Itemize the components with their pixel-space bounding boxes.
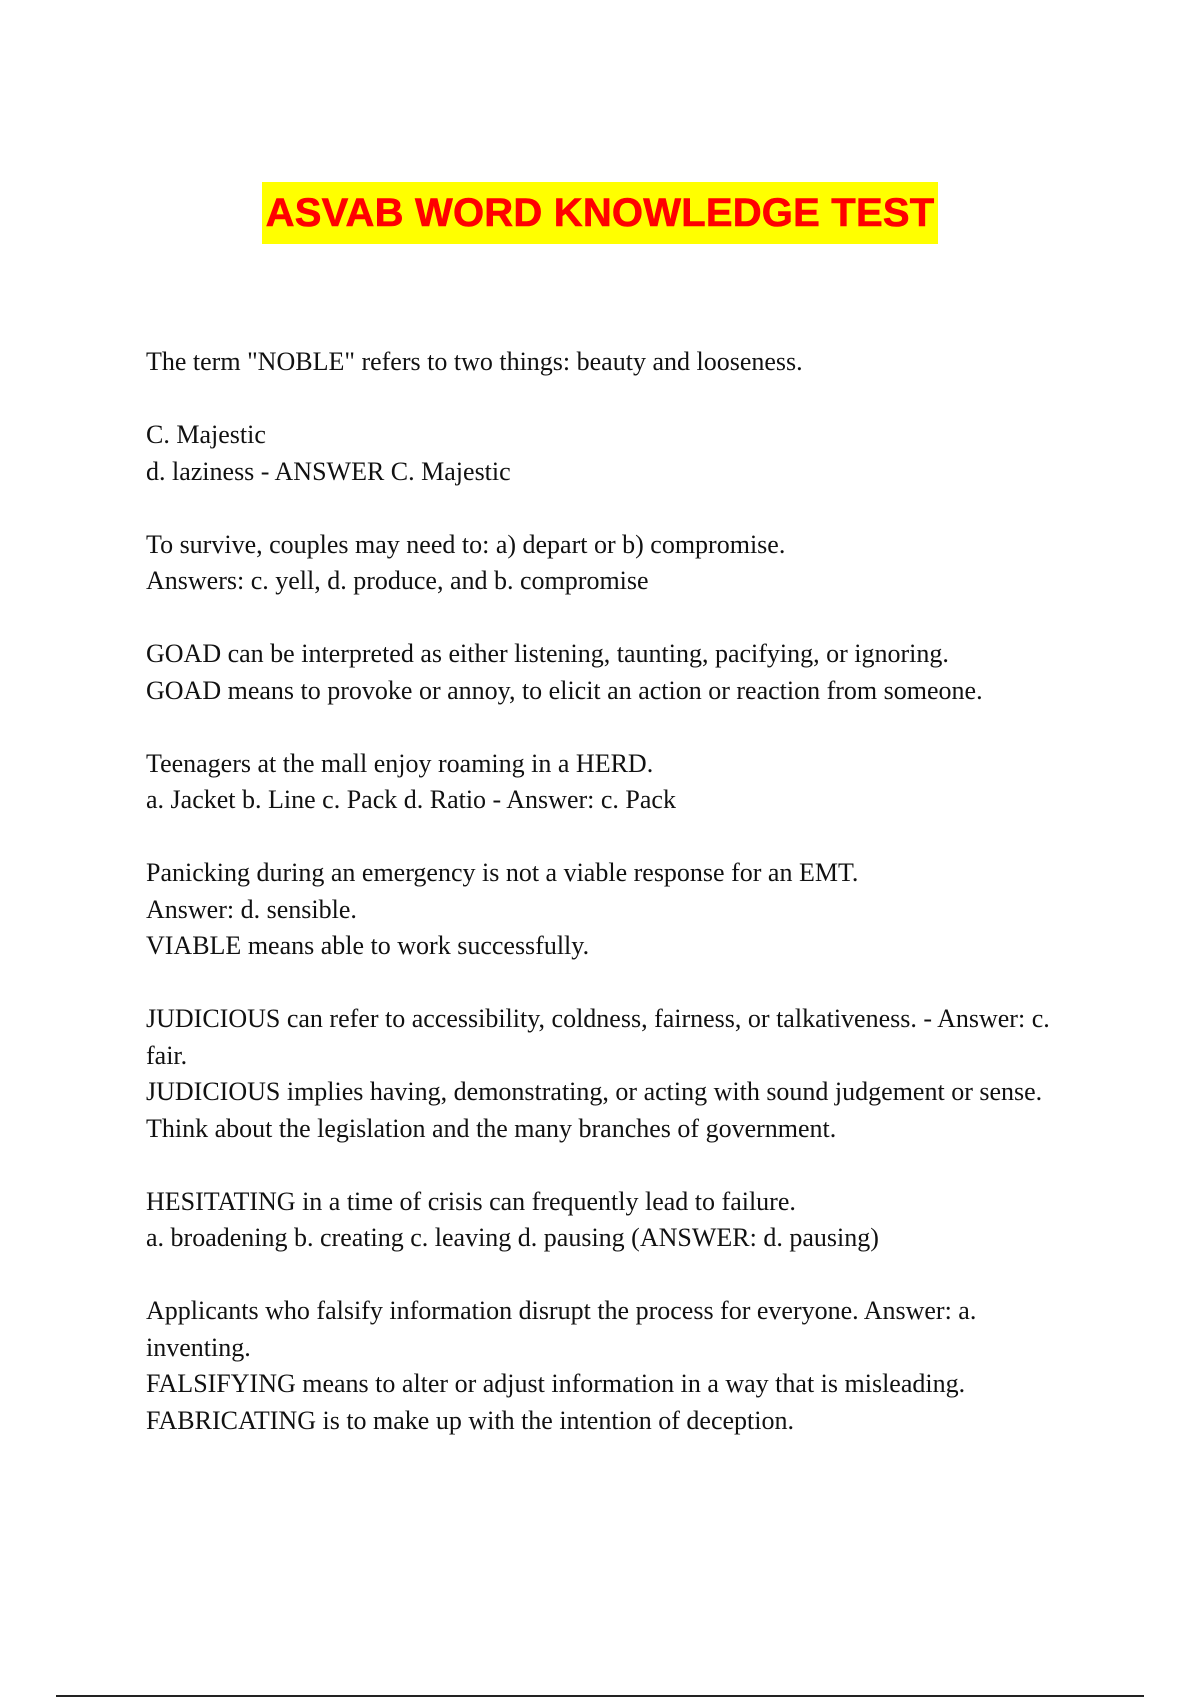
question-block-falsify xyxy=(146,1293,1066,1439)
document-body xyxy=(146,344,1066,1476)
body-line: VIABLE means able to work successfully. xyxy=(146,931,590,960)
body-line: JUDICIOUS can refer to accessibility, coldness, fairness, or talkativeness. - Answer: c. fair. xyxy=(146,1004,1050,1070)
body-line: a. Jacket b. Line c. Pack d. Ratio - Answer: c. Pack xyxy=(146,785,676,814)
question-block-compromise xyxy=(146,527,1066,600)
body-line: Applicants who falsify information disrupt the process for everyone. Answer: a. inventing. xyxy=(146,1296,977,1362)
body-line: C. Majestic xyxy=(146,420,266,449)
body-line: d. laziness - ANSWER C. Majestic xyxy=(146,456,511,486)
question-block-goad xyxy=(146,636,1066,709)
body-line: HESITATING in a time of crisis can frequently lead to failure. xyxy=(146,1186,796,1216)
footer-divider xyxy=(56,1695,1144,1697)
question-block-noble xyxy=(146,344,1066,381)
body-line: Panicking during an emergency is not a viable response for an EMT. xyxy=(146,858,859,887)
question-block-judicious xyxy=(146,1001,1066,1147)
body-line: Teenagers at the mall enjoy roaming in a HERD. xyxy=(146,748,654,778)
body-line: Answer: d. sensible. xyxy=(146,894,357,924)
answer-block-noble xyxy=(146,417,1066,490)
body-line: GOAD means to provoke or annoy, to elicit an action or reaction from someone. xyxy=(146,675,983,705)
question-block-herd xyxy=(146,746,1066,819)
body-line: GOAD can be interpreted as either listening, taunting, pacifying, or ignoring. xyxy=(146,639,949,668)
body-line: The term "NOBLE" refers to two things: beauty and looseness. xyxy=(146,347,803,376)
document-title: ASVAB WORD KNOWLEDGE TEST xyxy=(262,182,939,244)
body-line: a. broadening b. creating c. leaving d. pausing (ANSWER: d. pausing) xyxy=(146,1223,879,1252)
body-line: To survive, couples may need to: a) depart or b) compromise. xyxy=(146,529,786,559)
title-container xyxy=(0,182,1200,244)
body-line: Answers: c. yell, d. produce, and b. compromise xyxy=(146,566,649,595)
body-line: FABRICATING is to make up with the intention of deception. xyxy=(146,1405,794,1435)
question-block-hesitating xyxy=(146,1184,1066,1257)
question-block-viable xyxy=(146,855,1066,965)
body-line: FALSIFYING means to alter or adjust information in a way that is misleading. xyxy=(146,1369,966,1398)
body-line: JUDICIOUS implies having, demonstrating, or acting with sound judgement or sense. Think about the legislation and the many branches of government. xyxy=(146,1077,1043,1143)
